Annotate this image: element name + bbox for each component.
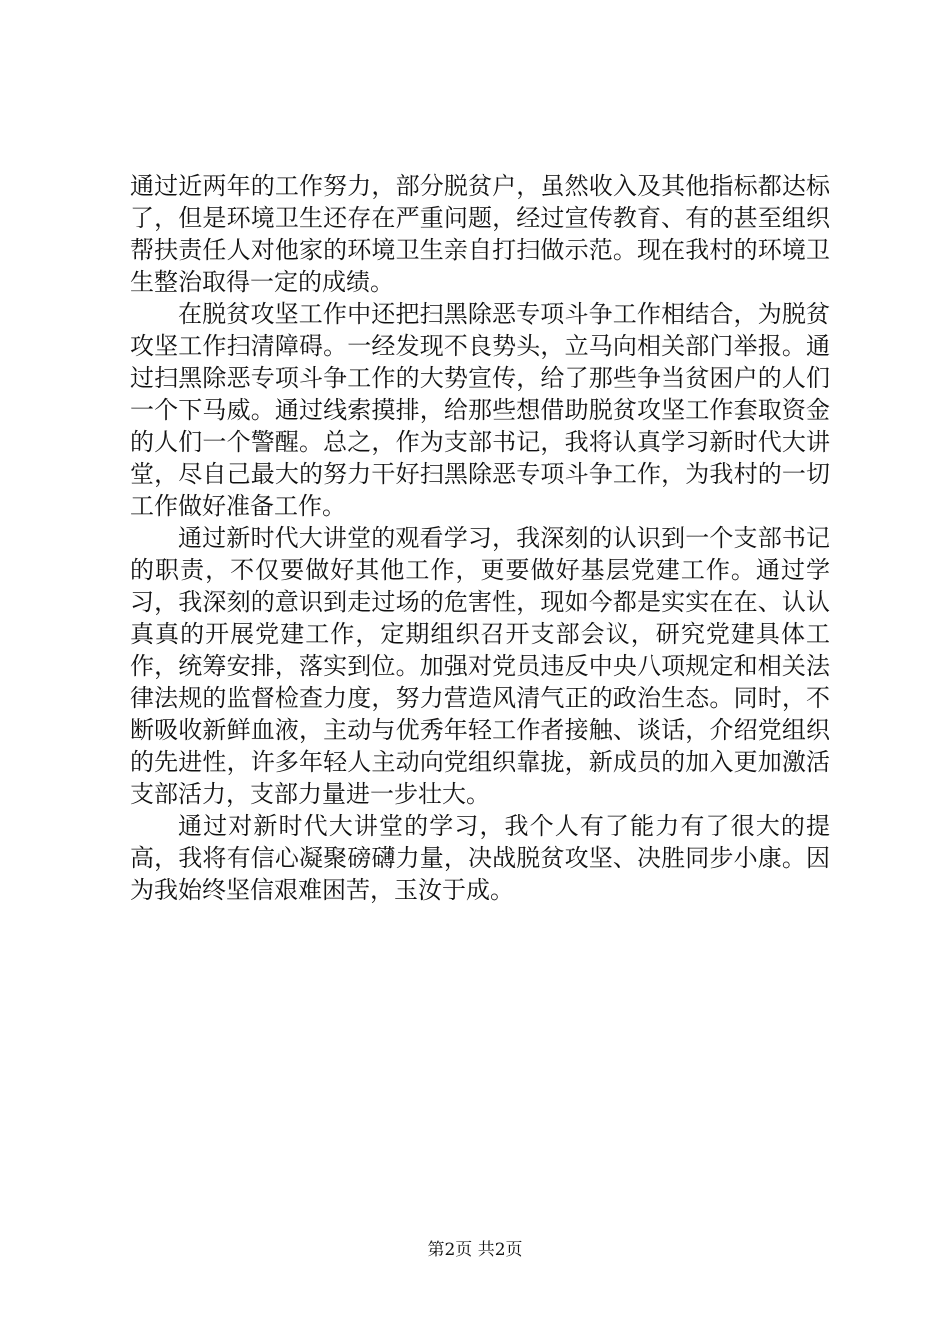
paragraph-2: 在脱贫攻坚工作中还把扫黑除恶专项斗争工作相结合，为脱贫攻坚工作扫清障碍。一经发现不良势头，立马向相关部门举报。通过扫黑除恶专项斗争工作的大势宣传，给了那些争当贫困户的人们一个下马威。通过线索摸排，给那些想借助脱贫攻坚工作套取资金的人们一个警醒。总之，作为支部书记，我将认真学习新时代大讲堂，尽自己最大的努力干好扫黑除恶专项斗争工作，为我村的一切工作做好准备工作。: [130, 300, 830, 520]
paragraph-4: 通过对新时代大讲堂的学习，我个人有了能力有了很大的提高，我将有信心凝聚磅礴力量，决战脱贫攻坚、决胜同步小康。因为我始终坚信艰难困苦，玉汝于成。: [130, 812, 830, 904]
page-number-footer: 第2页 共2页: [427, 1240, 523, 1260]
paragraph-3: 通过新时代大讲堂的观看学习，我深刻的认识到一个支部书记的职责，不仅要做好其他工作，更要做好基层党建工作。通过学习，我深刻的意识到走过场的危害性，现如今都是实实在在、认认真真的开展党建工作，定期组织召开支部会议，研究党建具体工作，统筹安排，落实到位。加强对党员违反中央八项规定和相关法律法规的监督检查力度，努力营造风清气正的政治生态。同时，不断吸收新鲜血液，主动与优秀年轻工作者接触、谈话，介绍党组织的先进性，许多年轻人主动向党组织靠拢，新成员的加入更加激活支部活力，支部力量进一步壮大。: [130, 524, 830, 808]
paragraph-1: 通过近两年的工作努力，部分脱贫户，虽然收入及其他指标都达标了，但是环境卫生还存在严重问题，经过宣传教育、有的甚至组织帮扶责任人对他家的环境卫生亲自打扫做示范。现在我村的环境卫生整治取得一定的成绩。: [130, 172, 830, 296]
document-body: [130, 170, 830, 906]
